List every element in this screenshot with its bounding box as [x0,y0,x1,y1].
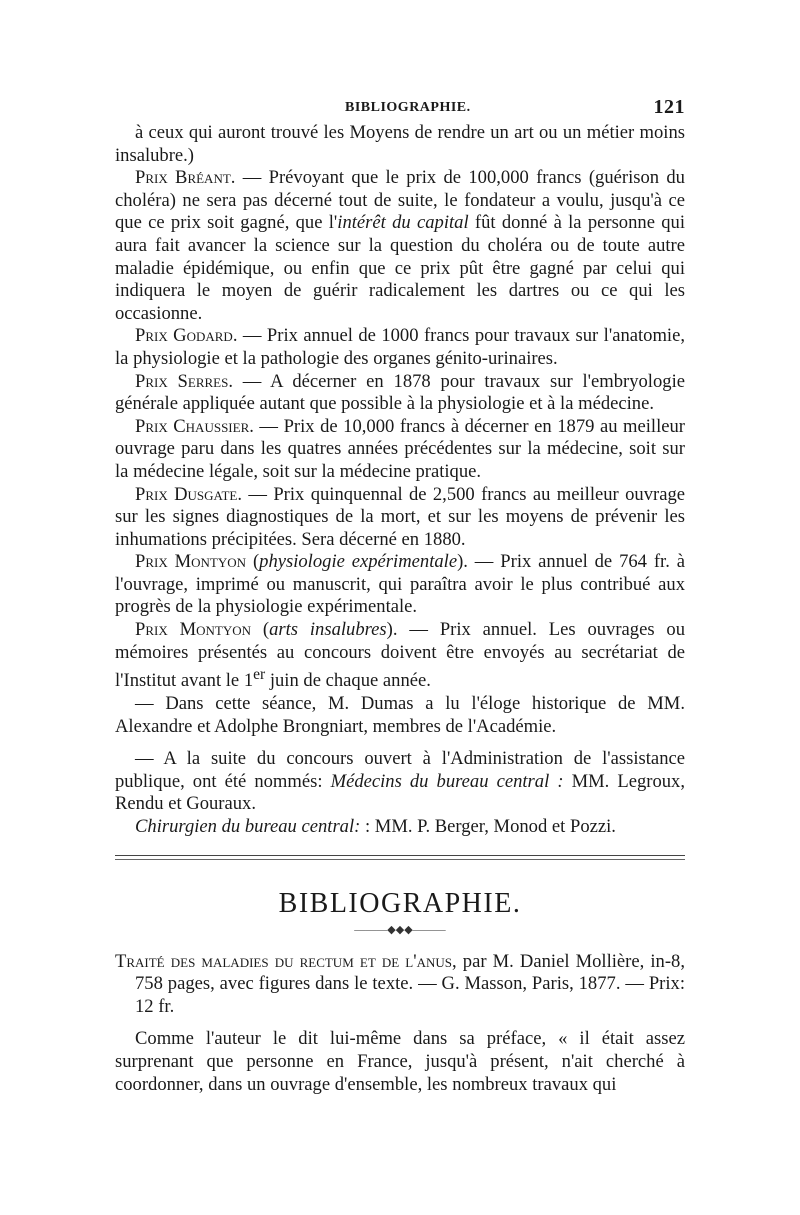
section-divider [115,853,685,863]
prize-label: Prix Montyon [135,551,247,573]
running-header [115,96,685,122]
prize-label: Prix Godard. [135,325,238,347]
paragraph-continuation: à ceux qui auront trouvé les Moyens de rendre un art ou un métier moins insalubre.) [115,122,685,166]
paragraph-review: Comme l'auteur le dit lui-même dans sa préface, « il était assez surprenant que personne en France, jusqu'à présent, n'ait cherché à coordonner, dans un ouvrage d'ensemble, les nombreux travaux qui [115,1028,685,1095]
prize-label: Prix Serres. [135,370,233,392]
paragraph-chirurgien: Chirurgien du bureau central: : MM. P. Berger, Monod et Pozzi. [135,816,616,837]
paragraph-dumas: — Dans cette séance, M. Dumas a lu l'éloge historique de MM. Alexandre et Adolphe Brongniart, membres de l'Académie. [115,693,685,737]
page [115,96,685,1096]
divider-rule-bottom [115,859,685,860]
prize-label: Prix Montyon [135,619,252,641]
paragraph-assistance-publique: — A la suite du concours ouvert à l'Administration de l'assistance publique, ont été nommés: Médecins du bureau central : MM. Legroux, Rendu et Gouraux. [115,748,685,815]
paragraph-prix-godard: Prix Godard. — Prix annuel de 1000 francs pour travaux sur l'anatomie, la physiologie et la pathologie des organes génito-urinaires. [115,325,685,369]
prize-label: Prix Chaussier. [135,415,254,437]
ornament-divider: ———◆◆◆——— [354,923,446,936]
running-title: BIBLIOGRAPHIE. [345,100,471,115]
paragraph-prix-breant: Prix Bréant. — Prévoyant que le prix de 100,000 francs (guérison du choléra) ne sera pas décerné tout de suite, le fondateur a voulu, jusqu'à ce que ce prix soit gagné, que l'intérêt du capital fût donné à la personne qui aura fait avancer la science sur la question du choléra ou de toute autre maladie épidémique, ou enfin que ce prix pût être gagné par celui qui indiquera le moyen de guérir radicalement les dartres ou ce qui les occasionne. [115,167,685,324]
paragraph-prix-serres: Prix Serres. — A décerner en 1878 pour travaux sur l'embryologie générale appliquée autant que possible à la physiologie et à la médecine. [115,370,685,415]
book-title: Traité des maladies du rectum et de l'anus, [115,950,457,972]
paragraph-prix-montyon-arts: Prix Montyon (arts insalubres). — Prix annuel. Les ouvrages ou mémoires présentés au concours doivent être envoyés au secrétariat de l'Institut avant le 1er juin de chaque année. [115,619,686,692]
section-title: BIBLIOGRAPHIE. [278,887,522,919]
prize-label: Prix Dusgate. [135,483,243,505]
divider-rule-top [115,855,685,856]
prize-label: Prix Bréant. [135,167,236,189]
paragraph-prix-dusgate: Prix Dusgate. — Prix quinquennal de 2,500 francs au meilleur ouvrage sur les signes diagnostiques de la mort, et sur les moyens de prévenir les inhumations précipitées. Sera décerné en 1880. [115,483,685,550]
body-text [115,122,685,839]
bibliography-body [115,951,685,1097]
paragraph-prix-chaussier: Prix Chaussier. — Prix de 10,000 francs à décerner en 1879 au meilleur ouvrage paru dans les quatres années précédentes sur la médecine, soit sur la médecine légale, soit sur la médecine pratique. [115,415,685,482]
page-number: 121 [653,96,685,118]
paragraph-prix-montyon-physiologie: Prix Montyon (physiologie expérimentale). — Prix annuel de 764 fr. à l'ouvrage, imprimé ou manuscrit, qui paraîtra avoir le plus contribué aux progrès de la physiologie expérimentale. [115,551,686,618]
bibliography-entry: Traité des maladies du rectum et de l'anus, par M. Daniel Mollière, in-8, 758 pages, avec figures dans le texte. — G. Masson, Paris, 1877. — Prix: 12 fr. [115,950,685,1017]
